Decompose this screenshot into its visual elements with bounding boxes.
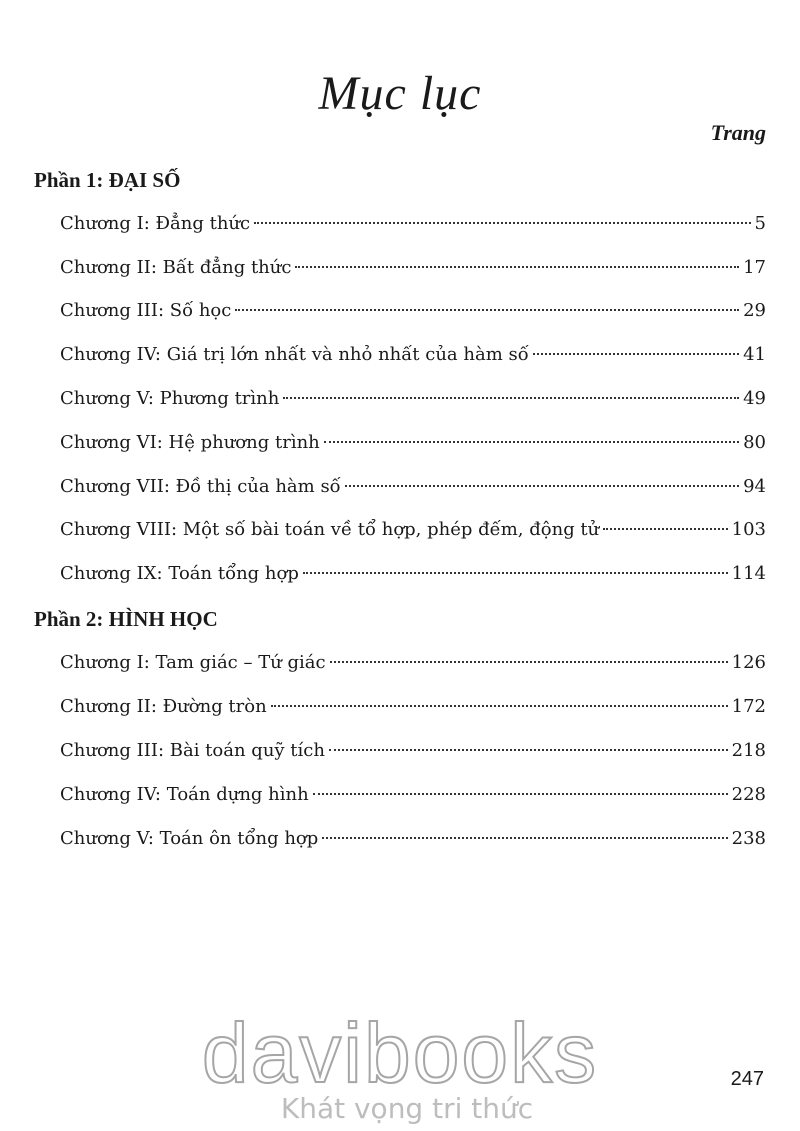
dot-leader (303, 572, 728, 574)
dot-leader (271, 705, 728, 707)
entry-page: 80 (743, 432, 766, 453)
toc-entry[interactable] (60, 210, 766, 238)
toc-entry[interactable] (60, 516, 766, 544)
toc-entry[interactable] (60, 473, 766, 501)
toc-entry[interactable] (60, 341, 766, 369)
dot-leader (313, 793, 728, 795)
dot-leader (345, 485, 739, 487)
toc-title: Mục lục (318, 67, 482, 120)
entry-label: Chương V: Toán ôn tổng hợp (60, 828, 319, 849)
entry-label: Chương IV: Giá trị lớn nhất và nhỏ nhất của hàm số (60, 344, 529, 365)
entry-label: Chương III: Bài toán quỹ tích (60, 740, 325, 761)
entry-label: Chương VI: Hệ phương trình (60, 432, 320, 453)
entry-page: 41 (743, 344, 766, 365)
entry-page: 228 (731, 784, 766, 805)
toc-entry[interactable] (60, 254, 766, 282)
entry-page: 29 (743, 300, 766, 321)
dot-leader (603, 528, 727, 530)
toc-entry[interactable] (60, 429, 766, 457)
entry-page: 5 (754, 213, 766, 234)
entry-label: Chương IX: Toán tổng hợp (60, 563, 299, 584)
dot-leader (283, 397, 739, 399)
page-column-header: Trang (710, 120, 766, 145)
entry-label: Chương II: Đường tròn (60, 696, 267, 717)
dot-leader (324, 441, 739, 443)
entry-label: Chương I: Tam giác – Tứ giác (60, 652, 326, 673)
entry-label: Chương IV: Toán dựng hình (60, 784, 309, 805)
entry-label: Chương II: Bất đẳng thức (60, 257, 292, 278)
watermark-tagline: Khát vọng tri thức (280, 1092, 534, 1125)
watermark-brand: davibooks (201, 1006, 599, 1100)
entry-page: 172 (731, 696, 766, 717)
entry-page: 94 (743, 476, 766, 497)
entry-label: Chương V: Phương trình (60, 388, 280, 409)
dot-leader (329, 749, 728, 751)
entry-page: 17 (743, 257, 766, 278)
dot-leader (533, 353, 739, 355)
entry-page: 103 (731, 519, 766, 540)
entry-page: 126 (731, 652, 766, 673)
entry-label: Chương III: Số học (60, 300, 232, 321)
entry-label: Chương VII: Đồ thị của hàm số (60, 476, 341, 497)
davibooks-watermark-logo (195, 1000, 605, 1131)
dot-leader (295, 266, 739, 268)
part-1-title: Phần 1: ĐẠI SỐ (34, 168, 181, 192)
entry-page: 114 (731, 563, 766, 584)
toc-entry[interactable] (60, 297, 766, 325)
toc-entry[interactable] (60, 781, 766, 809)
dot-leader (322, 837, 727, 839)
entry-page: 49 (743, 388, 766, 409)
entry-label: Chương VIII: Một số bài toán về tổ hợp, phép đếm, động tử (60, 519, 600, 540)
dot-leader (330, 661, 728, 663)
toc-entry[interactable] (60, 737, 766, 765)
toc-entry[interactable] (60, 693, 766, 721)
part-2-title: Phần 2: HÌNH HỌC (34, 607, 218, 631)
toc-entry[interactable] (60, 825, 766, 853)
entry-label: Chương I: Đẳng thức (60, 213, 251, 234)
entry-page: 218 (731, 740, 766, 761)
page-number: 247 (730, 1068, 764, 1090)
toc-entry[interactable] (60, 649, 766, 677)
toc-entry[interactable] (60, 560, 766, 588)
entry-page: 238 (731, 828, 766, 849)
toc-entry[interactable] (60, 385, 766, 413)
dot-leader (254, 222, 750, 224)
dot-leader (235, 309, 739, 311)
